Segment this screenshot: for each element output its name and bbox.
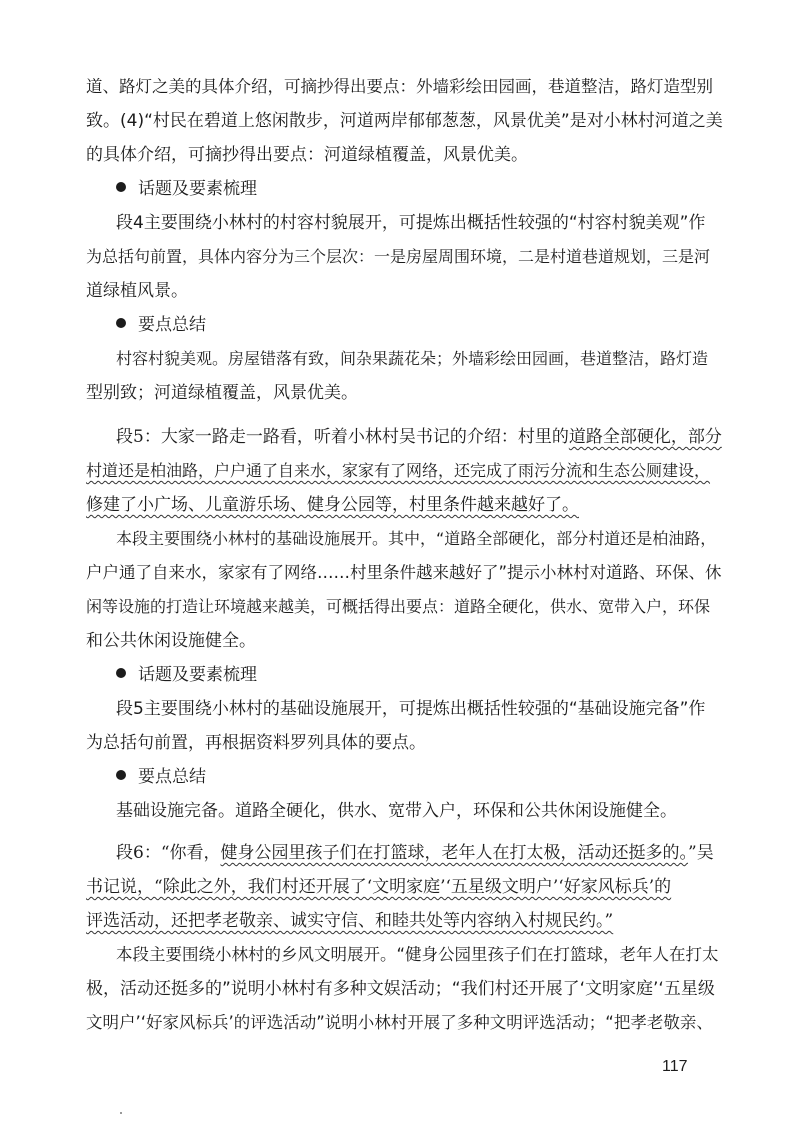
text-line: 道绿植风景。 xyxy=(86,281,188,301)
quoted-passage-line: 段6：“你看，健身公园里孩子们在打篮球，老年人在打太极，活动还挺多的。”吴 xyxy=(116,843,714,863)
text-line: 的具体介绍，可摘抄得出要点：河道绿植覆盖，风景优美。 xyxy=(86,145,528,165)
text-line: 本段主要围绕小林村的乡风文明展开。“健身公园里孩子们在打篮球，老年人在打太 xyxy=(116,945,719,964)
quoted-passage-line: 段5：大家一路走一路看，听着小林村吴书记的介绍：村里的道路全部硬化，部分 xyxy=(116,427,722,447)
quoted-passage-line: 评选活动，还把孝老敬亲、诚实守信、和睦共处等内容纳入村规民约。” xyxy=(86,911,614,931)
bullet-icon xyxy=(116,318,126,328)
text-line: 型别致；河道绿植覆盖，风景优美。 xyxy=(86,383,358,403)
quoted-passage-line: 修建了小广场、儿童游乐场、健身公园等，村里条件越来越好了。 xyxy=(86,495,579,515)
quoted-passage-line: 村道还是柏油路，户户通了自来水，家家有了网络，还完成了雨污分流和生态公厕建设， xyxy=(86,461,711,480)
section-heading: 话题及要素梳理 xyxy=(116,663,756,687)
text-line: 段4主要围绕小林村的村容村貌展开，可提炼出概括性较强的“村容村貌美观”作 xyxy=(116,213,706,233)
text-line: 为总括句前置，具体内容分为三个层次：一是房屋周围环境，二是村道巷道规划，三是河 xyxy=(86,247,711,266)
text-line: 段5主要围绕小林村的基础设施展开，可提炼出概括性较强的“基础设施完备”作 xyxy=(116,699,706,719)
text-line: 为总括句前置，再根据资料罗列具体的要点。 xyxy=(86,733,426,753)
page-number: 117 xyxy=(662,1058,688,1075)
bullet-icon xyxy=(116,668,126,678)
text-line: 村容村貌美观。房屋错落有致，间杂果蔬花朵；外墙彩绘田园画，巷道整洁，路灯造 xyxy=(116,349,709,368)
text-line: 文明户’‘好家风标兵’的评选活动”说明小林村开展了多种文明评选活动；“把孝老敬亲、 xyxy=(86,1013,713,1032)
text-line: 户户通了自来水，家家有了网络……村里条件越来越好了”提示小林村对道路、环保、休 xyxy=(86,563,722,582)
bullet-icon xyxy=(116,182,126,192)
text-line: 基础设施完备。道路全硬化，供水、宽带入户，环保和公共休闲设施健全。 xyxy=(116,801,677,821)
text-line: 道、路灯之美的具体介绍，可摘抄得出要点：外墙彩绘田园画，巷道整洁，路灯造型别 xyxy=(86,77,713,96)
text-line: 本段主要围绕小林村的基础设施展开。其中，“道路全部硬化，部分村道还是柏油路， xyxy=(116,529,717,548)
text-line: 致。(4)“村民在碧道上悠闲散步，河道两岸郁郁葱葱，风景优美”是对小林村河道之美 xyxy=(86,111,723,131)
section-heading: 话题及要素梳理 xyxy=(116,177,756,201)
scan-speck xyxy=(120,1112,122,1114)
quoted-passage-line: 书记说，“除此之外，我们村还开展了‘文明家庭’‘五星级文明户’‘好家风标兵’的 xyxy=(86,877,672,897)
bullet-icon xyxy=(116,770,126,780)
text-line: 闲等设施的打造让环境越来越美，可概括得出要点：道路全硬化，供水、宽带入户，环保 xyxy=(86,597,711,616)
text-line: 和公共休闲设施健全。 xyxy=(86,631,256,651)
section-heading: 要点总结 xyxy=(116,765,756,789)
section-heading: 要点总结 xyxy=(116,313,756,337)
text-line: 极，活动还挺多的”说明小林村有多种文娱活动；“我们村还开展了‘文明家庭’‘五星级 xyxy=(86,979,715,999)
